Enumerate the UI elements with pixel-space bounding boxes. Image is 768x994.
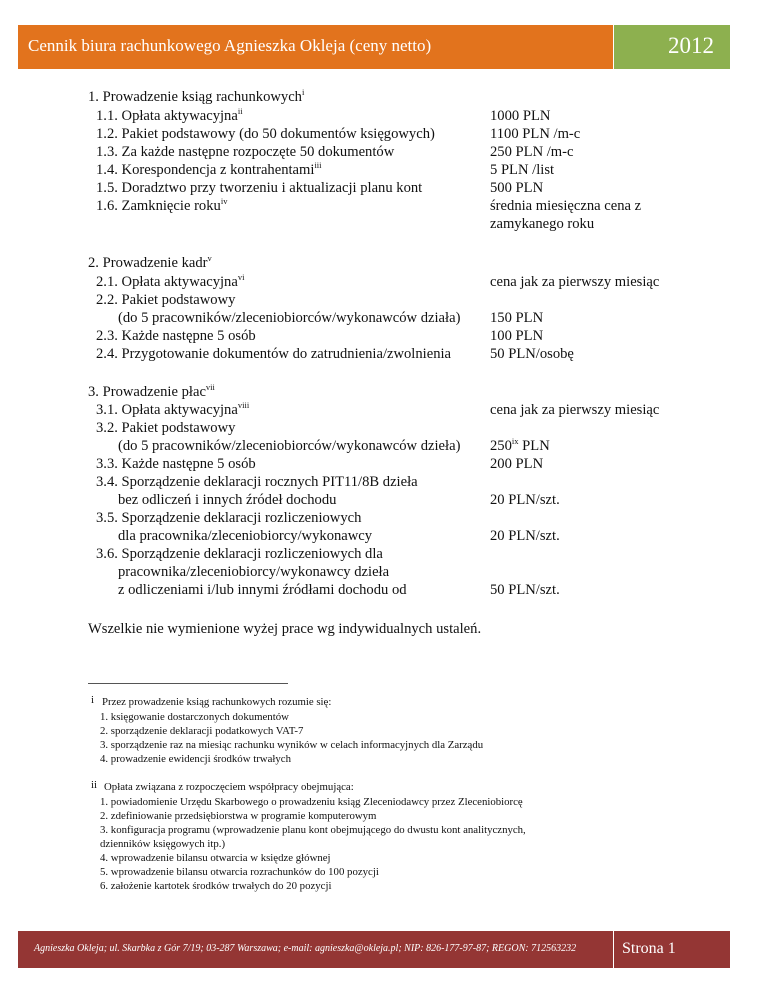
footnote-2-item: 4. wprowadzenie bilansu otwarcia w księdze głównej xyxy=(100,852,331,864)
section-1-price-6b: zamykanego roku xyxy=(490,216,595,232)
section-3-row-4a: 3.4. Sporządzenie deklaracji rocznych PIT11/8B dzieła xyxy=(96,474,418,490)
footnote-divider xyxy=(88,683,288,684)
section-3-price-4: 20 PLN/szt. xyxy=(490,492,560,508)
section-1-price-1: 1000 PLN xyxy=(490,108,551,124)
section-1-row-1: 1.1. Opłata aktywacyjna$^{ii}$ xyxy=(96,106,243,124)
section-3-row-6b: pracownika/zleceniobiorcy/wykonawcy dzieła xyxy=(118,564,390,580)
section-2-row-2b: (do 5 pracowników/zleceniobiorców/wykonawców działa) xyxy=(118,310,461,326)
section-3-title: 3. Prowadzenie płac$^{vii}$ xyxy=(88,382,215,400)
footnote-ref[interactable]: viii xyxy=(237,400,250,411)
section-3-row-6a: 3.6. Sporządzenie deklaracji rozliczeniowych dla xyxy=(96,546,383,562)
section-3-price-6: 50 PLN/szt. xyxy=(490,582,560,598)
section-1-row-5: 1.5. Doradztwo przy tworzeniu i aktualizacji planu kont xyxy=(96,180,423,196)
section-3-price-3: 200 PLN xyxy=(490,456,544,472)
section-2-price-1: cena jak za pierwszy miesiąc xyxy=(490,274,660,290)
footnote-mark: i xyxy=(91,694,95,706)
footer-contact-bar xyxy=(18,931,613,968)
section-2-price-4: 50 PLN/osobę xyxy=(490,346,574,362)
section-2-price-3: 100 PLN xyxy=(490,328,544,344)
section-1-price-2: 1100 PLN /m-c xyxy=(490,126,581,142)
footnote-2-item: 6. założenie kartotek środków trwałych do 20 pozycji xyxy=(100,880,332,892)
footnote-ref[interactable]: iv xyxy=(220,196,228,207)
section-1-row-4: 1.4. Korespondencja z kontrahentami$^{iii}$ xyxy=(96,160,322,178)
section-2-row-3: 2.3. Każde następne 5 osób xyxy=(96,328,256,344)
footnote-ref[interactable]: ii xyxy=(237,106,243,117)
footnote-1-item: 4. prowadzenie ewidencji środków trwałych xyxy=(100,753,291,765)
footnote-2-item: 2. zdefiniowanie przedsiębiorstwa w programie komputerowym xyxy=(100,810,377,822)
header-title: Cennik biura rachunkowego Agnieszka Okleja (ceny netto) xyxy=(28,36,432,55)
page-number: Strona 1 xyxy=(622,940,676,957)
section-3-price-5: 20 PLN/szt. xyxy=(490,528,560,544)
section-3-price-2: 250$^{ix}$ PLN xyxy=(490,436,550,454)
section-3-row-5a: 3.5. Sporządzenie deklaracji rozliczeniowych xyxy=(96,510,362,526)
section-3-row-2b: (do 5 pracowników/zleceniobiorców/wykonawców dzieła) xyxy=(118,438,461,454)
footnote-1-item: 1. księgowanie dostarczonych dokumentów xyxy=(100,711,289,723)
section-1-row-6: 1.6. Zamknięcie roku$^{iv}$ xyxy=(96,196,228,214)
section-2-row-2a: 2.2. Pakiet podstawowy xyxy=(96,292,236,308)
section-2-title: 2. Prowadzenie kadr$^v$ xyxy=(88,253,212,271)
footnote-1-item: 3. sporządzenie raz na miesiąc rachunku wyników w celach informacyjnych dla Zarządu xyxy=(100,739,484,751)
header-year-box xyxy=(614,25,730,69)
section-2-row-4: 2.4. Przygotowanie dokumentów do zatrudnienia/zwolnienia xyxy=(96,346,452,362)
section-3-row-4b: bez odliczeń i innych źródeł dochodu xyxy=(118,492,337,508)
section-3-row-1: 3.1. Opłata aktywacyjna$^{viii}$ xyxy=(96,400,250,418)
header-title-bar xyxy=(18,25,613,69)
footer-page-box xyxy=(614,931,730,968)
section-3-row-5b: dla pracownika/zleceniobiorcy/wykonawcy xyxy=(118,528,373,544)
footnote-mark: ii xyxy=(91,779,98,791)
section-1-price-5: 500 PLN xyxy=(490,180,544,196)
section-2-price-2: 150 PLN xyxy=(490,310,544,326)
footnote-1-intro: Przez prowadzenie ksiąg rachunkowych rozumie się: xyxy=(102,696,332,708)
section-1-title: 1. Prowadzenie ksiąg rachunkowych$^i$ xyxy=(88,87,305,105)
section-1-price-4: 5 PLN /list xyxy=(490,162,555,178)
footnote-2-item: 1. powiadomienie Urzędu Skarbowego o prowadzeniu ksiąg Zleceniodawcy przez Zleceniobiorcę xyxy=(100,796,523,808)
footnote-ref[interactable]: vi xyxy=(237,272,245,283)
note-text: Wszelkie nie wymienione wyżej prace wg indywidualnych ustaleń. xyxy=(88,621,482,637)
section-3-row-3: 3.3. Każde następne 5 osób xyxy=(96,456,256,472)
footnote-2-item: 3. konfiguracja programu (wprowadzenie planu kont obejmującego do dwustu kont analitycznych, xyxy=(100,824,526,836)
footnote-ref[interactable]: ix xyxy=(511,436,519,447)
footnote-ref[interactable]: vii xyxy=(205,382,215,393)
footnote-ref[interactable]: iii xyxy=(314,160,322,171)
header-year: 2012 xyxy=(668,33,714,58)
section-3-row-6c: z odliczeniami i/lub innymi źródłami dochodu od xyxy=(118,582,407,598)
section-1-price-3: 250 PLN /m-c xyxy=(490,144,574,160)
footer-contact: Agnieszka Okleja; ul. Skarbka z Gór 7/19; 03-287 Warszawa; e-mail: agnieszka@okleja.pl; NIP: 826-177-97-87; REGON: 712563232 xyxy=(34,943,577,954)
footnote-ref[interactable]: i xyxy=(301,87,305,98)
section-1-row-2: 1.2. Pakiet podstawowy (do 50 dokumentów księgowych) xyxy=(96,126,435,142)
section-3-price-1: cena jak za pierwszy miesiąc xyxy=(490,402,660,418)
footnote-2-intro: Opłata związana z rozpoczęciem współpracy obejmująca: xyxy=(104,781,354,793)
section-3-row-2a: 3.2. Pakiet podstawowy xyxy=(96,420,236,436)
section-2-row-1: 2.1. Opłata aktywacyjna$^{vi}$ xyxy=(96,272,245,290)
section-1-price-6a: średnia miesięczna cena z xyxy=(490,198,642,214)
footnote-ref[interactable]: v xyxy=(207,253,212,264)
section-1-row-3: 1.3. Za każde następne rozpoczęte 50 dokumentów xyxy=(96,144,395,160)
footnote-2-item: dzienników księgowych itp.) xyxy=(100,838,226,850)
footnote-1-item: 2. sporządzenie deklaracji podatkowych VAT-7 xyxy=(100,725,304,737)
footnote-2-item: 5. wprowadzenie bilansu otwarcia rozrachunków do 100 pozycji xyxy=(100,866,379,878)
